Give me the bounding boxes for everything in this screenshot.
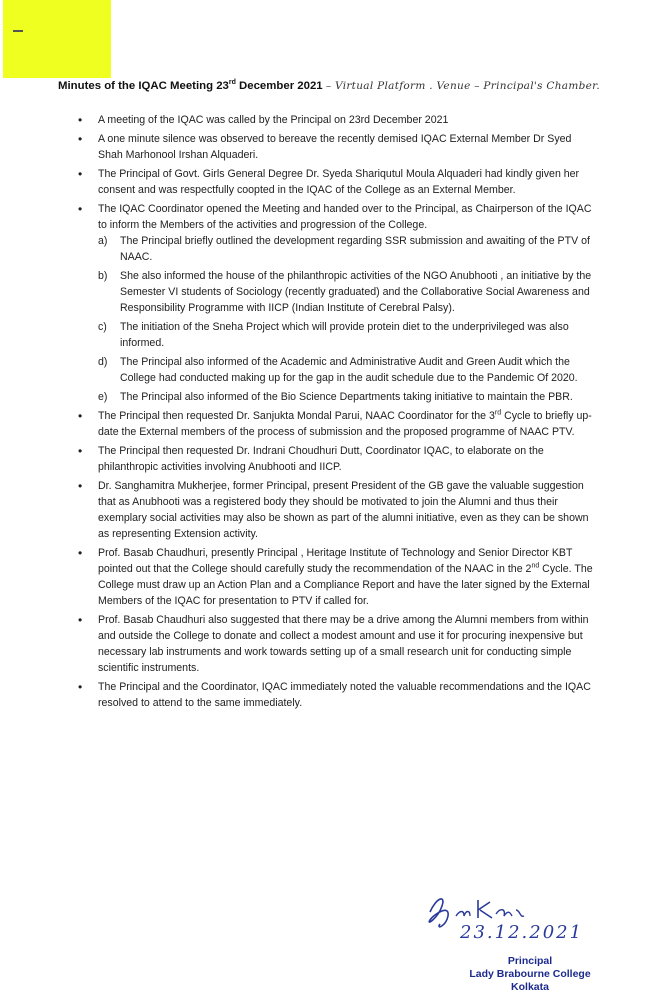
item-text-pre: The Principal then requested Dr. Sanjukta Mondal Parui, NAAC Coordinator for the 3 xyxy=(98,410,495,422)
list-item xyxy=(78,408,598,440)
page-title xyxy=(58,80,658,92)
list-item xyxy=(78,443,598,475)
stamp-designation: Principal xyxy=(507,955,553,967)
list-item xyxy=(78,612,598,676)
sub-item xyxy=(98,354,598,386)
stamp-institution: Lady Brabourne College xyxy=(469,968,591,980)
sub-text: The Principal briefly outlined the development regarding SSR submission and awaiting of the PTV of NAAC. xyxy=(120,235,590,263)
sub-marker: e) xyxy=(98,391,108,403)
list-item xyxy=(78,112,598,128)
item-text: The IQAC Coordinator opened the Meeting and handed over to the Principal, as Chairperson of the IQAC to inform the Members of the activities and progression of the College. xyxy=(98,203,592,231)
signature-date: 23.12.2021 xyxy=(460,922,584,943)
title-main: Minutes of the IQAC Meeting 23 xyxy=(58,80,229,92)
item-text-post: Cycle to briefly up-date the External members of the process of submission and the proposed programme of NAAC PTV. xyxy=(98,410,592,438)
handwritten-venue-note: – Virtual Platform . Venue – Principal's Chamber. xyxy=(325,80,600,92)
list-item xyxy=(78,679,598,711)
title-date: December 2021 xyxy=(235,80,323,92)
sub-marker: a) xyxy=(98,235,108,247)
sub-item xyxy=(98,268,598,316)
item-text: The Principal and the Coordinator, IQAC immediately noted the valuable recommendations and the IQAC resolved to attend to the same immediately. xyxy=(98,681,591,709)
pen-mark xyxy=(13,30,23,32)
stamp-city: Kolkata xyxy=(511,981,549,993)
item-text: The Principal of Govt. Girls General Degree Dr. Syeda Shariqutul Moula Alquaderi had kindly given her consent and was respectfully coopted in the IQAC of the College as an External Member. xyxy=(98,168,580,196)
sub-list xyxy=(98,233,598,405)
list-item xyxy=(78,201,598,405)
sub-item xyxy=(98,389,598,405)
sub-text: The initiation of the Sneha Project which will provide protein diet to the underprivileged was also informed. xyxy=(120,321,569,349)
list-item xyxy=(78,131,598,163)
sub-text: The Principal also informed of the Bio Science Departments taking initiative to maintain the PBR. xyxy=(120,391,573,403)
item-text: Dr. Sanghamitra Mukherjee, former Principal, present President of the GB gave the valuable suggestion that as Anubhooti was a registered body they should be motivated to join the Alumni and thus their exemplary social activities may also be shown as part of the alumni initiative, even as they can be shown as representing Extension activity. xyxy=(98,480,589,540)
sticky-note xyxy=(3,0,111,78)
item-text-post: Cycle. The College must draw up an Action Plan and a Compliance Report and have the later signed by the External Members of the IQAC for presentation to PTV if called for. xyxy=(98,563,593,607)
item-text: Prof. Basab Chaudhuri also suggested that there may be a drive among the Alumni members from within and outside the College to donate and collect a modest amount and use it for procuring inexpensive but necessary lab instruments and work towards setting up of a small research unit for conducting simple scientific instruments. xyxy=(98,614,589,674)
item-sup: nd xyxy=(531,562,540,570)
sub-marker: d) xyxy=(98,356,108,368)
sub-item xyxy=(98,233,598,265)
minutes-list xyxy=(78,112,598,711)
sub-text: She also informed the house of the philanthropic activities of the NGO Anubhooti , an initiative by the Semester VI students of Sociology (recently graduated) and the Collaborative Social Awareness and Responsibility Programme with IICP (Indian Institute of Cerebral Palsy). xyxy=(120,270,592,314)
item-text: The Principal then requested Dr. Indrani Choudhuri Dutt, Coordinator IQAC, to elaborate on the philanthropic activities involving Anubhooti and IICP. xyxy=(98,445,544,473)
list-item xyxy=(78,545,598,609)
title-sup: rd xyxy=(228,79,236,87)
list-item xyxy=(78,166,598,198)
sub-item xyxy=(98,319,598,351)
sub-text: The Principal also informed of the Academic and Administrative Audit and Green Audit which the College had conducted making up for the gap in the audit schedule due to the Pandemic Of 2020. xyxy=(120,356,578,384)
item-text-pre: Prof. Basab Chaudhuri, presently Principal , Heritage Institute of Technology and Senior Director KBT pointed out that the College should carefully study the recommendation of the NAAC in the 2 xyxy=(98,547,573,575)
minutes-body xyxy=(78,112,598,714)
principal-stamp xyxy=(430,955,630,994)
item-sup: rd xyxy=(494,409,502,417)
sub-marker: c) xyxy=(98,321,107,333)
list-item xyxy=(78,478,598,542)
sub-marker: b) xyxy=(98,270,108,282)
item-text: A meeting of the IQAC was called by the Principal on 23rd December 2021 xyxy=(98,114,449,126)
item-text: A one minute silence was observed to bereave the recently demised IQAC External Member Dr Syed Shah Marhonool Irshan Alquaderi. xyxy=(98,133,572,161)
